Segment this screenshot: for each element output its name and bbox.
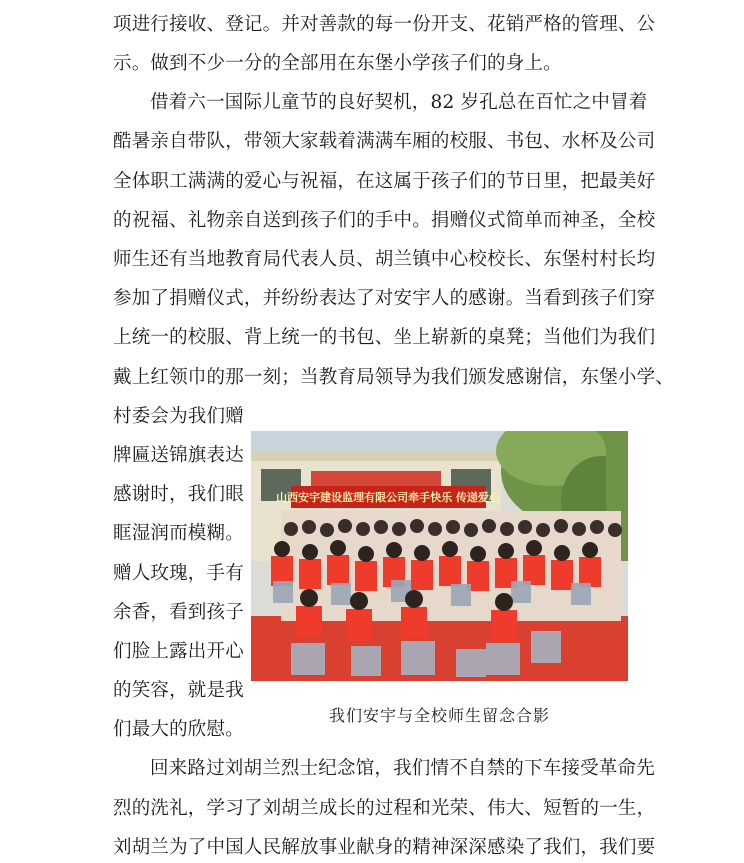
- paragraph-line: 全体职工满满的爱心与祝福，在这属于孩子们的节日里，把最美好: [113, 171, 656, 192]
- paragraph-line: 们最大的欣慰。: [113, 719, 244, 740]
- paragraph-line: 项进行接收、登记。并对善款的每一份开支、花销严格的管理、公: [113, 14, 656, 35]
- paragraph-line: 烈的洗礼，学习了刘胡兰成长的过程和光荣、伟大、短暂的一生，: [113, 798, 656, 819]
- paragraph-line: 余香，看到孩子: [113, 602, 244, 623]
- paragraph-line: 上统一的校服、背上统一的书包、坐上崭新的桌凳；当他们为我们: [113, 327, 656, 348]
- paragraph-line: 示。做到不少一分的全部用在东堡小学孩子们的身上。: [113, 53, 562, 74]
- paragraph-line: 师生还有当地教育局代表人员、胡兰镇中心校校长、东堡村村长均: [113, 249, 656, 270]
- paragraph-line: 的笑容，就是我: [113, 680, 244, 701]
- paragraph-line: 感谢时，我们眼: [113, 484, 244, 505]
- paragraph-line: 回来路过刘胡兰烈士纪念馆，我们情不自禁的下车接受革命先: [150, 758, 655, 779]
- paragraph-line: 赠人玫瑰，手有: [113, 563, 244, 584]
- paragraph-line: 的祝福、礼物亲自送到孩子们的手中。捐赠仪式简单而神圣，全校: [113, 210, 656, 231]
- paragraph-line: 眶湿润而模糊。: [113, 523, 244, 544]
- banner-text: 山西安宇建设监理有限公司牵手快乐 传递爱心: [276, 491, 500, 504]
- group-photo: [251, 431, 628, 681]
- paragraph-line: 们脸上露出开心: [113, 641, 244, 662]
- paragraph-line: 村委会为我们赠: [113, 406, 244, 427]
- photo-caption: 我们安宇与全校师生留念合影: [328, 706, 550, 725]
- paragraph-line: 借着六一国际儿童节的良好契机，82 岁孔总在百忙之中冒着: [150, 92, 648, 113]
- paragraph-line: 戴上红领巾的那一刻；当教育局领导为我们颁发感谢信，东堡小学、: [113, 367, 675, 388]
- paragraph-line: 参加了捐赠仪式，并纷纷表达了对安宇人的感谢。当看到孩子们穿: [113, 288, 656, 309]
- paragraph-line: 刘胡兰为了中国人民解放事业献身的精神深深感染了我们，我们要: [113, 837, 656, 858]
- paragraph-line: 牌匾送锦旗表达: [113, 445, 244, 466]
- paragraph-line: 酷暑亲自带队，带领大家载着满满车厢的校服、书包、水杯及公司: [113, 131, 656, 152]
